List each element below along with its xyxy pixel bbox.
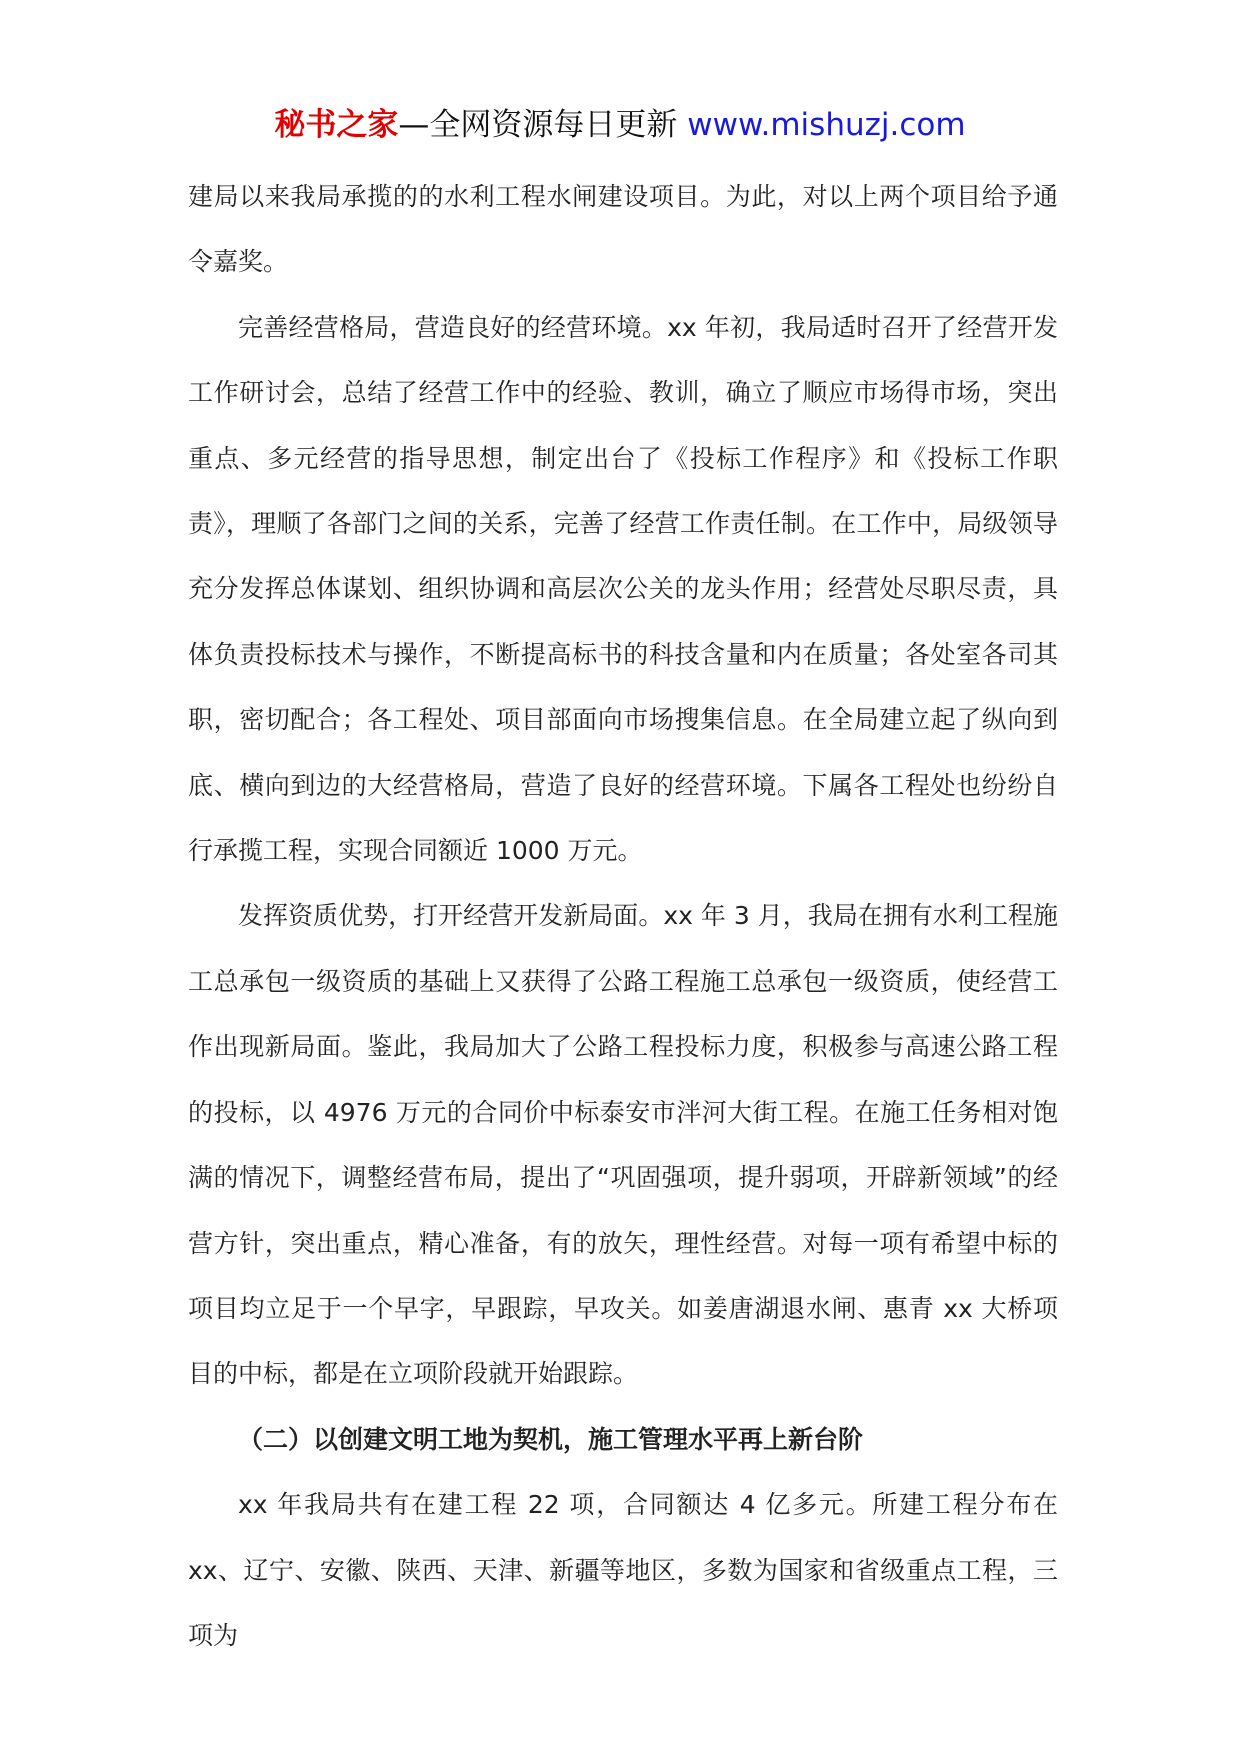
header-url-link[interactable]: www.mishuzj.com <box>687 107 966 143</box>
paragraph-continuation: 建局以来我局承揽的的水利工程水闸建设项目。为此，对以上两个项目给予通令嘉奖。 <box>188 182 1058 277</box>
header-slogan: —全网资源每日更新 <box>398 107 678 143</box>
document-body <box>188 164 1058 1668</box>
paragraph: 发挥资质优势，打开经营开发新局面。xx 年 3 月，我局在拥有水利工程施工总承包一级资质的基础上又获得了公路工程施工总承包一级资质，使经营工作出现新局面。鉴此，我局加大了公路工程投标力度，积极参与高速公路工程的投标，以 4976 万元的合同价中标泰安市泮河大街工程。在施工任务相对饱满的情况下，调整经营布局，提出了“巩固强项，提升弱项，开辟新领域”的经营方针，突出重点，精心准备，有的放矢，理性经营。对每一项有希望中标的项目均立足于一个早字，早跟踪，早攻关。如姜唐湖退水闸、惠青 xx 大桥项目的中标，都是在立项阶段就开始跟踪。 <box>188 901 1058 1389</box>
paragraph: xx 年我局共有在建工程 22 项，合同额达 4 亿多元。所建工程分布在 xx、辽宁、安徽、陕西、天津、新疆等地区，多数为国家和省级重点工程，三项为 <box>188 1490 1058 1650</box>
section-heading: （二）以创建文明工地为契机，施工管理水平再上新台阶 <box>238 1424 864 1454</box>
page-header <box>0 98 1240 152</box>
paragraph: 完善经营格局，营造良好的经营环境。xx 年初，我局适时召开了经营开发工作研讨会，总结了经营工作中的经验、教训，确立了顺应市场得市场，突出重点、多元经营的指导思想，制定出台了《投标工作程序》和《投标工作职责》，理顺了各部门之间的关系，完善了经营工作责任制。在工作中，局级领导充分发挥总体谋划、组织协调和高层次公关的龙头作用；经营处尽职尽责，具体负责投标技术与操作，不断提高标书的科技含量和内在质量；各处室各司其职，密切配合；各工程处、项目部面向市场搜集信息。在全局建立起了纵向到底、横向到边的大经营格局，营造了良好的经营环境。下属各工程处也纷纷自行承揽工程，实现合同额近 1000 万元。 <box>188 312 1058 866</box>
header-brand: 秘书之家 <box>274 107 399 143</box>
